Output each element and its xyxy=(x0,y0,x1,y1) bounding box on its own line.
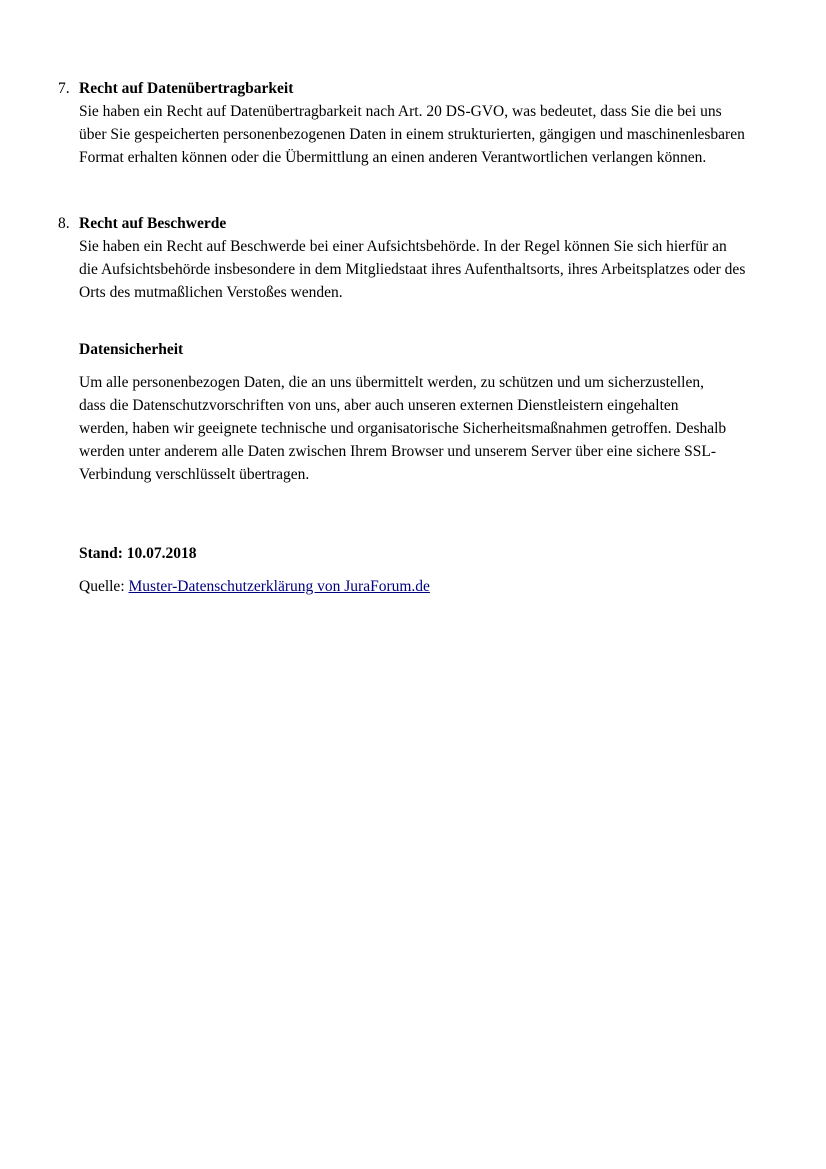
document-date: Stand: 10.07.2018 xyxy=(79,545,197,562)
list-item-title: Recht auf Datenübertragbarkeit xyxy=(79,80,294,97)
list-item-title: Recht auf Beschwerde xyxy=(79,215,227,232)
source-link[interactable]: Muster-Datenschutzerklärung von JuraForum.de xyxy=(128,578,430,595)
list-number: 7. xyxy=(58,80,70,97)
list-item-body: Sie haben ein Recht auf Datenübertragbarkeit nach Art. 20 DS-GVO, was bedeutet, dass Sie die bei uns über Sie gespeicherten personenbezogenen Daten in einem strukturierten, gängigen und maschinenlesbaren Format erhalten können oder die Übermittlung an einen anderen Verantwortlichen verlangen können. xyxy=(79,103,745,166)
list-item-complaint xyxy=(58,212,749,304)
list-item-body: Sie haben ein Recht auf Beschwerde bei einer Aufsichtsbehörde. In der Regel können Sie sich hierfür an die Aufsichtsbehörde insbesondere in dem Mitgliedstaat ihres Aufenthaltsorts, ihres Arbeitsplatzes oder des Orts des mutmaßlichen Verstoßes wenden. xyxy=(79,238,746,301)
section-heading-data-security: Datensicherheit xyxy=(79,341,184,358)
section-body-data-security: Um alle personenbezogen Daten, die an uns übermittelt werden, zu schützen und um sicherzustellen, dass die Datenschutzvorschriften von uns, aber auch unseren externen Dienstleistern eingehalten werden, haben wir geeignete technische und organisatorische Sicherheitsmaßnahmen getroffen. Deshalb werden unter anderem alle Daten zwischen Ihrem Browser und unserem Server über eine sichere SSL-Verbindung verschlüsselt übertragen. xyxy=(79,374,727,483)
source-line xyxy=(79,575,430,598)
list-item-data-portability xyxy=(58,77,749,169)
source-label: Quelle: xyxy=(79,578,129,595)
list-number: 8. xyxy=(58,215,70,232)
